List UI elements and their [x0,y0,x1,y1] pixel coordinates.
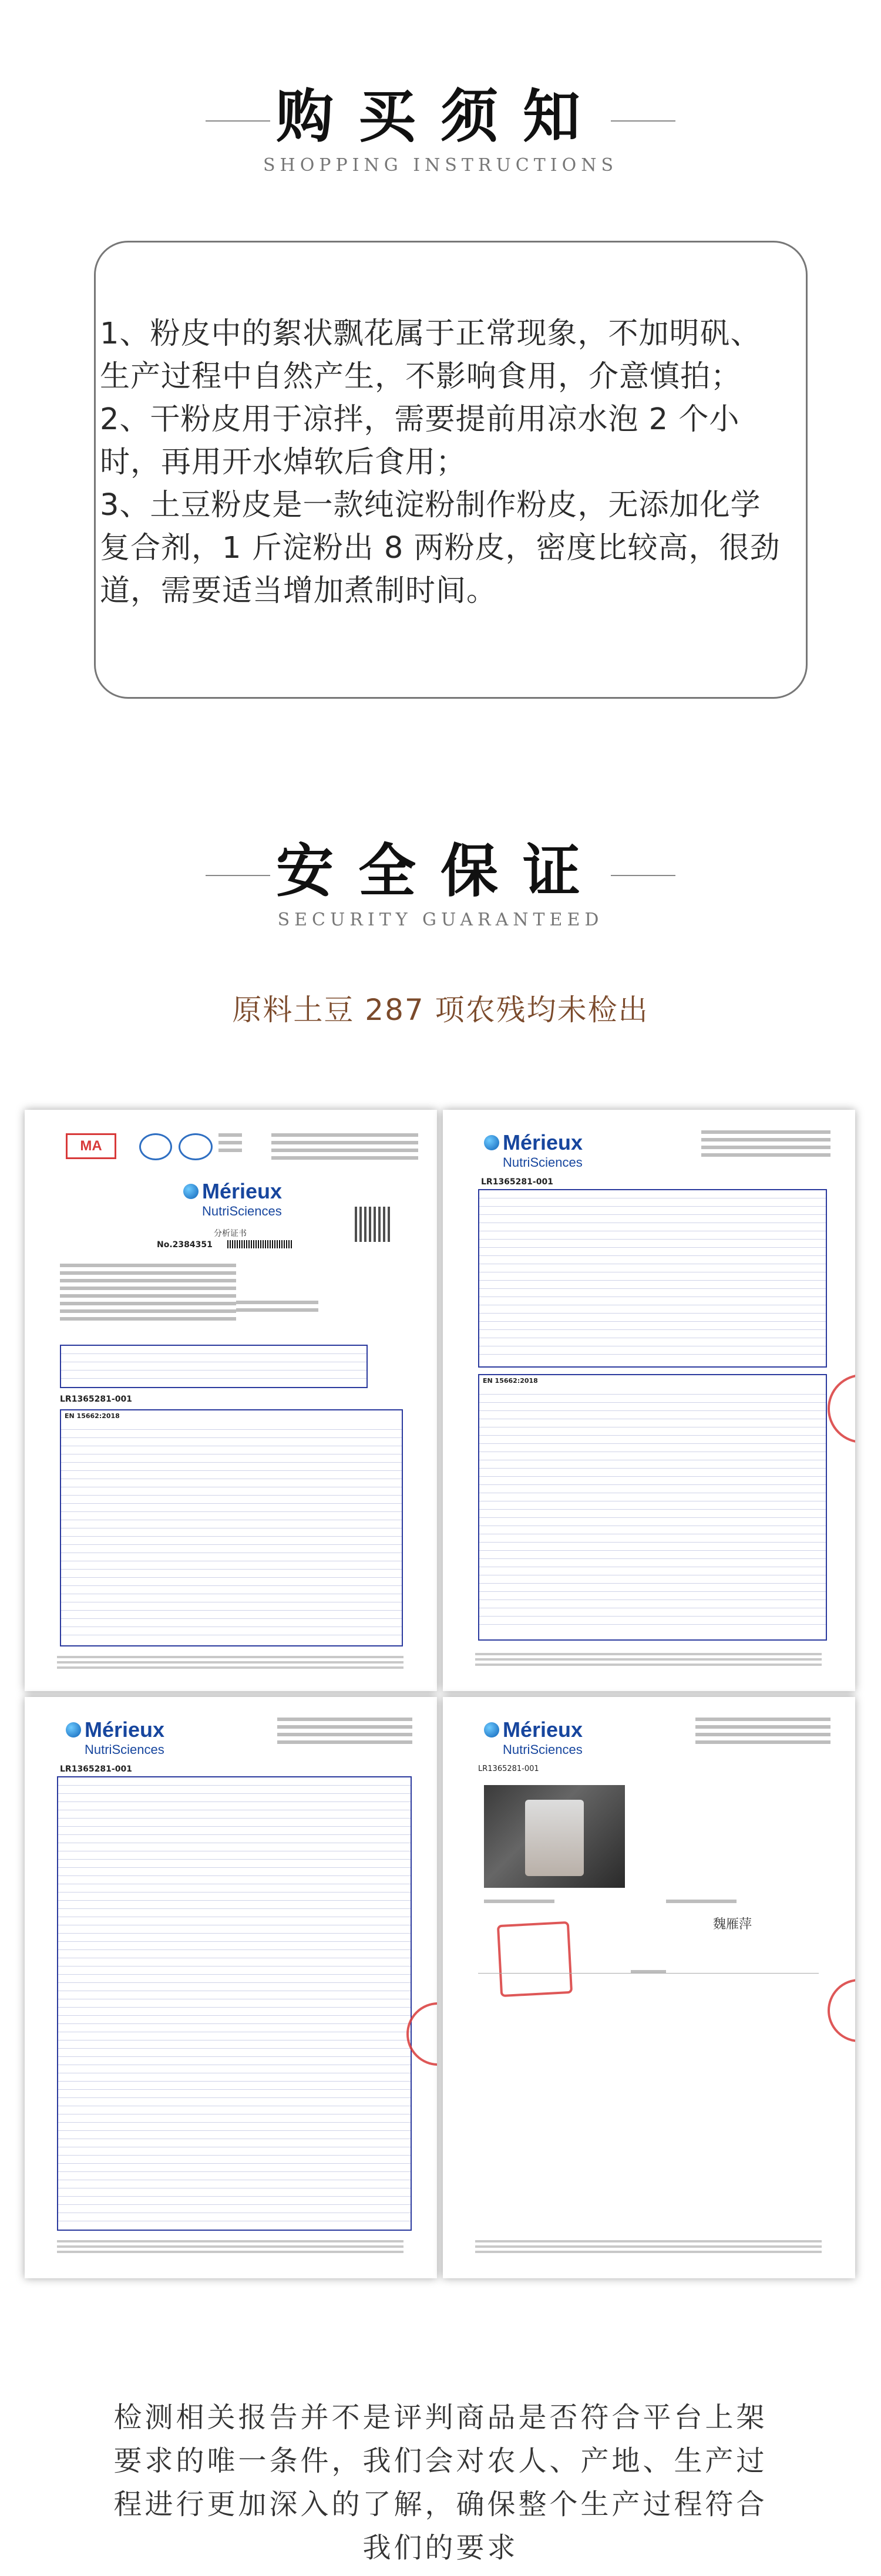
red-stamp [828,1374,855,1443]
results-table-2b: EN 15662:2018 [478,1374,827,1641]
report-number: LR1365281-001 [478,1765,539,1773]
report-image-1 [25,1110,437,1691]
security-title-block [0,838,881,930]
cert-number: No.2384351 [157,1240,213,1250]
merieux-logo: Mérieux NutriSciences [66,1718,164,1757]
signature: 魏雁萍 [713,1917,752,1932]
closing-text: 检测相关报告并不是评判商品是否符合平台上架要求的唯一条件，我们会对农人、产地、生产过程进行更加深入的了解，确保整个生产过程符合我们的要求 [113,2401,768,2564]
report-image-2 [443,1110,855,1691]
report-number: LR1365281-001 [60,1765,132,1774]
raw-material-note: 原料土豆 287 项农残均未检出 [232,993,649,1027]
report-number: LR1365281-001 [481,1177,553,1187]
sample-photo [484,1785,625,1888]
merieux-logo: Mérieux NutriSciences [183,1179,282,1219]
results-table-1: EN 15662:2018 [60,1409,403,1646]
cert-title: 分析证书 [214,1229,247,1238]
report-image-4 [443,1697,855,2278]
security-title: 安全保证 [275,838,605,905]
notice-item-1: 1、粉皮中的絮状飘花属于正常现象，不加明矾、生产过程中自然产生，不影响食用，介意慎拍； [100,316,761,394]
qr-code [355,1207,390,1242]
barcode [227,1240,292,1248]
cma-logo: MA [66,1133,116,1159]
ilac-logo [139,1133,172,1160]
notice-text [100,312,787,612]
report-number: LR1365281-001 [60,1395,132,1404]
results-table-3 [57,1776,412,2231]
red-stamp [828,1979,855,2042]
results-table-2a [478,1189,827,1368]
divider-line [478,1973,819,1974]
merieux-logo: Mérieux NutriSciences [484,1130,583,1170]
notice-item-3: 3、土豆粉皮是一款纯淀粉制作粉皮，无添加化学复合剂，1 斤淀粉出 8 两粉皮，密度比较高，很劲道，需要适当增加煮制时间。 [100,488,781,608]
security-subtitle: SECURITY GUARANTEED [277,910,604,930]
red-seal [497,1921,573,1997]
sample-table [60,1345,368,1388]
notice-item-2: 2、干粉皮用于凉拌，需要提前用凉水泡 2 个小时，再用开水焯软后食用； [100,402,740,480]
merieux-logo: Mérieux NutriSciences [484,1718,583,1757]
shopping-subtitle: SHOPPING INSTRUCTIONS [263,155,618,176]
shopping-title: 购买须知 [275,83,605,150]
cnas-logo [179,1133,213,1160]
shopping-title-block [0,83,881,176]
report-image-3 [25,1697,437,2278]
